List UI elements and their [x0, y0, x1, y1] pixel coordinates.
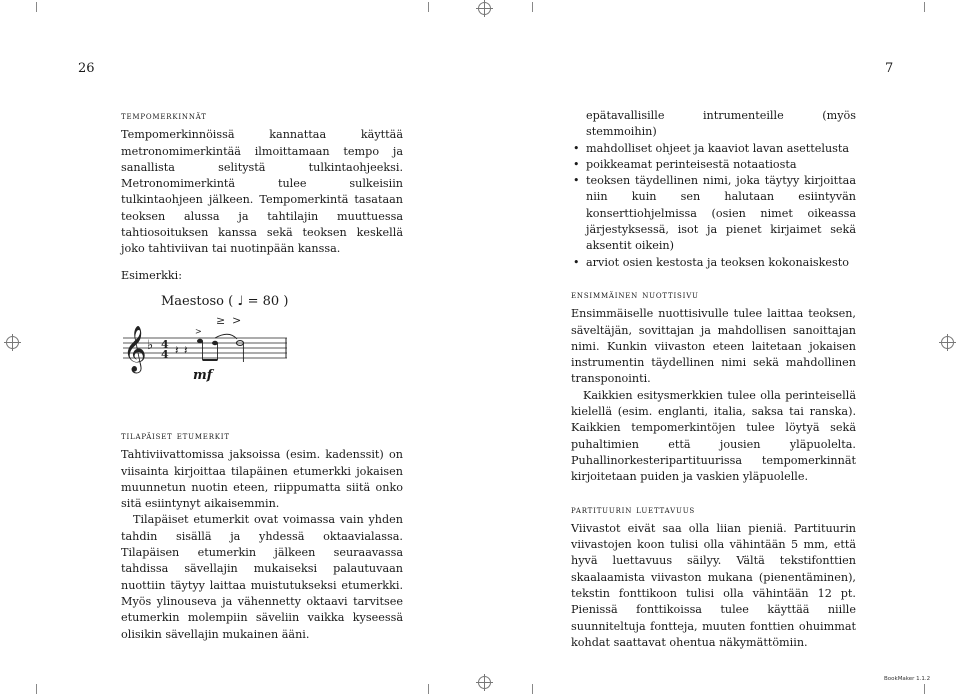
paragraph: Ensimmäiselle nuottisivulle tulee laittaa teoksen, säveltäjän, sovittajan ja mahdollisen sanoittajan nimi. Kunkin viivaston eteen laitetaan jokaisen instrumentin täydellinen nimi sekä mahdollinen transponointi. [571, 307, 856, 386]
music-example [121, 292, 291, 404]
example-label: Esimerkki: [121, 268, 182, 282]
quarter-note-icon: ♩ [237, 293, 244, 309]
section-heading: partituurin luettavuus [571, 503, 695, 516]
tempo-word: Maestoso [161, 293, 224, 309]
paragraph: Tahtiviivattomissa jaksoissa (esim. kadenssit) on viisainta kirjoittaa tilapäinen etumerkki jokaisen muunnetun nuotin eteen, riippumatta siitä onko sitä esiintynyt aikaisemmin. [121, 448, 403, 511]
accent-mark: ≥ [216, 313, 226, 327]
footer-label: BookMaker 1.1.2 [884, 676, 931, 682]
list-item: • arviot osien kestosta ja teoksen kokonaiskesto [571, 255, 856, 271]
bullet-list [571, 141, 856, 271]
tempo-value: = 80 [247, 293, 280, 309]
paragraph: Tempomerkinnöissä kannattaa käyttää metronomimerkintää ilmoittamaan tempo ja sanallista selitystä tulkintaohjeeksi. Metronomimerkintä tulee sulkeisiin tulkintaohjeen jälkeen. Tempomerkintä tasataan teoksen alussa ja tahtilajin muuttuessa tahtiosoituksen kanssa sekä teoksen keskellä joko tahtiviivan tai nuotinpään kanssa. [121, 128, 403, 256]
list-continuation: epätavallisille intrumenteille (myös stemmoihin) [586, 109, 856, 139]
quarter-rest-icon: 𝄽 [184, 342, 188, 357]
page-number: 7 [885, 61, 894, 76]
text-column [571, 108, 856, 651]
section-heading: ensimmäinen nuottisivu [571, 288, 699, 301]
list-item: • mahdolliset ohjeet ja kaaviot lavan asettelusta [571, 141, 856, 157]
accent-mark: > [195, 326, 202, 336]
list-item: • teoksen täydellinen nimi, joka täytyy kirjoittaa niin kuin sen halutaan esiintyvän konserttiohjelmissa (osien nimet oikeassa järjestyksessä, isot ja pienet kirjaimet sekä aksentit oikein) [571, 173, 856, 254]
time-sig-top: 4 [161, 337, 169, 351]
text-column [121, 108, 403, 643]
flat-icon: ♭ [147, 337, 154, 353]
section-heading: tempomerkinnät [121, 110, 207, 122]
right-page [480, 0, 960, 696]
quarter-rest-icon: 𝄽 [175, 342, 179, 357]
dynamic-marking: mf [193, 367, 213, 383]
page-number: 26 [78, 61, 95, 76]
list-item: • poikkeamat perinteisestä notaatiosta [571, 157, 856, 173]
accent-mark: > [232, 313, 242, 327]
section-heading: tilapäiset etumerkit [121, 429, 230, 442]
paragraph: Viivastot eivät saa olla liian pieniä. Partituurin viivastojen koon tulisi olla vähintään 5 mm, että hyvä luettavuus säilyy. Vältä tekstifonttien skaalaamista viivaston mukana (pienentäminen), tekstin fonttikoon tulisi olla vähintään 12 pt. Pienissä fonttikoissa tulee käyttää niille suunniteltuja fontteja, muuten fonttien ohuimmat kohdat saattavat ohentua näkymättömiin. [571, 521, 856, 649]
treble-clef-icon: 𝄞 [123, 325, 147, 372]
paragraph: Tilapäiset etumerkit ovat voimassa vain yhden tahdin sisällä ja yhdessä oktaavialassa. Tilapäisen etumerkin jälkeen seuraavassa tahdissa sävellajin mukaiseksi palautuvaan nuottiin täytyy laittaa muistutukseksi etumerkki. Myös ylinouseva ja vähennetty oktaavi tarvitsee etumerkin molempiin säveliin vaikka kyseessä olisikin sävellajin mukainen ääni. [121, 513, 403, 641]
paragraph: Kaikkien esitysmerkkien tulee olla perinteisellä kielellä (esim. englanti, italia, saksa tai ranska). Kaikkien tempomerkintöjen tulee löytyä sekä puhaltimien että jousien yläpuolelta. Puhallinorkesteripartituurissa tempomerkinnät kirjoitetaan puiden ja vaskien yläpuolelle. [571, 388, 856, 484]
tempo-marking: Maestoso ( ♩ = 80 ) [161, 293, 289, 309]
time-sig-bottom: 4 [161, 347, 169, 361]
